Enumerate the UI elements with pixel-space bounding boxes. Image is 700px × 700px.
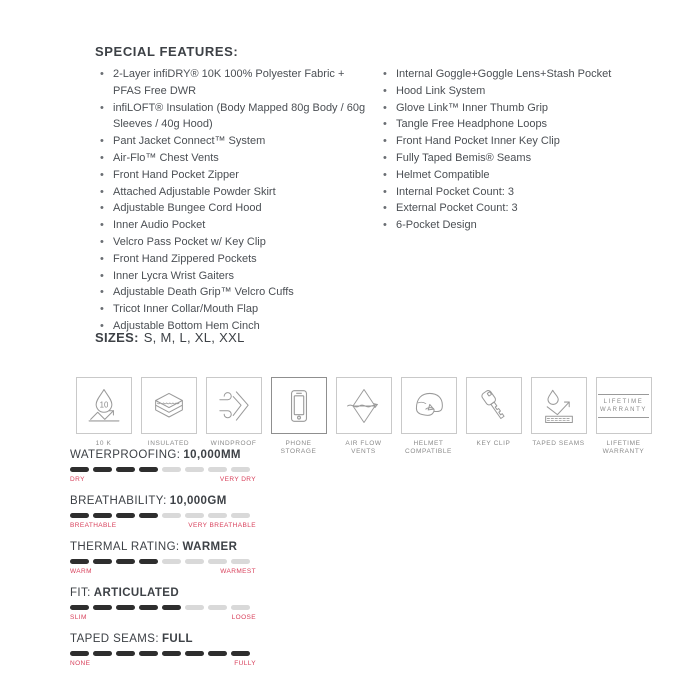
feature-item: • Internal Goggle+Goggle Lens+Stash Pocket xyxy=(382,66,672,83)
badge-10k xyxy=(75,377,132,456)
bar-segment-empty xyxy=(162,513,181,518)
lifetime-warranty-stamp xyxy=(598,394,649,418)
bar-segment-filled xyxy=(70,605,89,610)
rating-title xyxy=(70,633,256,645)
bar-segment-filled xyxy=(139,467,158,472)
bar-max-label: WARMEST xyxy=(220,568,256,575)
feature-item: • Front Hand Zippered Pockets xyxy=(99,251,371,268)
feature-badges-row xyxy=(75,377,652,456)
bar-segment-empty xyxy=(185,467,204,472)
bar-segment-empty xyxy=(231,467,250,472)
sizes-value: S, M, L, XL, XXL xyxy=(143,330,245,345)
bar-segment-filled xyxy=(231,651,250,656)
bar-segment-filled xyxy=(116,605,135,610)
rating-bar xyxy=(70,651,256,656)
rating-title xyxy=(70,495,256,507)
rating-value: 10,000MM xyxy=(183,449,241,461)
bar-segment-filled xyxy=(185,651,204,656)
bar-segment-empty xyxy=(208,559,227,564)
bar-segment-filled xyxy=(139,605,158,610)
bar-min-label: SLIM xyxy=(70,614,87,621)
feature-item: • Adjustable Bungee Cord Hood xyxy=(99,200,371,217)
bar-segment-empty xyxy=(231,513,250,518)
rating-fit xyxy=(70,587,256,621)
feature-item: • 6-Pocket Design xyxy=(382,217,672,234)
helmet-compatible-icon xyxy=(401,377,457,434)
windproof-icon xyxy=(206,377,262,434)
feature-item: • Fully Taped Bemis® Seams xyxy=(382,150,672,167)
bar-segment-filled xyxy=(70,513,89,518)
feature-item: • Velcro Pass Pocket w/ Key Clip xyxy=(99,234,371,251)
bar-min-label: NONE xyxy=(70,660,91,667)
badge-helmet-compatible xyxy=(400,377,457,456)
rating-title xyxy=(70,587,256,599)
rating-label: FIT: xyxy=(70,587,91,599)
sizes-row xyxy=(95,330,245,345)
rating-label: WATERPROOFING: xyxy=(70,449,181,461)
badge-lifetime-warranty xyxy=(595,377,652,456)
feature-item: • Inner Lycra Wrist Gaiters xyxy=(99,268,371,285)
badge-label-10k: 10 K xyxy=(95,440,112,447)
feature-item: • infiLOFT® Insulation (Body Mapped 80g Body / 60g Sleeves / 40g Hood) xyxy=(99,100,371,134)
badge-label-key-clip: KEY CLIP xyxy=(476,440,511,447)
bar-segment-filled xyxy=(162,651,181,656)
badge-insulated xyxy=(140,377,197,456)
feature-item: • Inner Audio Pocket xyxy=(99,217,371,234)
bar-max-label: VERY BREATHABLE xyxy=(188,522,256,529)
ratings-section xyxy=(70,449,256,679)
bar-segment-filled xyxy=(93,513,112,518)
phone-storage-icon xyxy=(271,377,327,434)
feature-item: • Attached Adjustable Powder Skirt xyxy=(99,184,371,201)
bar-segment-filled xyxy=(93,559,112,564)
bar-segment-empty xyxy=(208,467,227,472)
special-features-title: SPECIAL FEATURES: xyxy=(95,44,239,59)
bar-segment-filled xyxy=(116,513,135,518)
feature-item: • Tricot Inner Collar/Mouth Flap xyxy=(99,301,371,318)
rating-scale-labels xyxy=(70,614,256,621)
rating-bar xyxy=(70,559,256,564)
badge-phone-storage xyxy=(270,377,327,456)
rating-waterproofing xyxy=(70,449,256,483)
bar-min-label: WARM xyxy=(70,568,92,575)
rating-label: BREATHABILITY: xyxy=(70,495,167,507)
rating-taped-seams xyxy=(70,633,256,667)
feature-item: • Glove Link™ Inner Thumb Grip xyxy=(382,100,672,117)
badge-key-clip xyxy=(465,377,522,456)
bar-segment-empty xyxy=(162,467,181,472)
lifetime-warranty-line2: WARRANTY xyxy=(600,406,647,413)
rating-scale-labels xyxy=(70,522,256,529)
rating-title xyxy=(70,541,256,553)
rating-scale-labels xyxy=(70,476,256,483)
bar-segment-filled xyxy=(139,513,158,518)
badge-air-flow-vents xyxy=(335,377,392,456)
feature-item: • Hood Link System xyxy=(382,83,672,100)
bar-segment-filled xyxy=(70,467,89,472)
badge-label-phone-storage: PHONE STORAGE xyxy=(280,440,317,455)
feature-item: • Helmet Compatible xyxy=(382,167,672,184)
insulated-icon xyxy=(141,377,197,434)
feature-item: • Pant Jacket Connect™ System xyxy=(99,133,371,150)
taped-seams-icon xyxy=(531,377,587,434)
air-flow-vents-icon xyxy=(336,377,392,434)
bar-segment-empty xyxy=(185,559,204,564)
rating-value: WARMER xyxy=(182,541,238,553)
bar-segment-filled xyxy=(93,467,112,472)
bar-segment-filled xyxy=(116,559,135,564)
10k-icon xyxy=(76,377,132,434)
badge-label-air-flow-vents: AIR FLOW VENTS xyxy=(345,440,382,455)
rating-value: 10,000GM xyxy=(169,495,227,507)
badge-label-taped-seams: TAPED SEAMS xyxy=(532,440,585,447)
feature-item: • External Pocket Count: 3 xyxy=(382,200,672,217)
rating-label: THERMAL RATING: xyxy=(70,541,180,553)
special-features-left-list xyxy=(99,66,371,335)
badge-label-helmet-compatible: HELMET COMPATIBLE xyxy=(405,440,452,455)
rating-thermal xyxy=(70,541,256,575)
lifetime-warranty-line1: LIFETIME xyxy=(603,398,644,405)
bar-segment-empty xyxy=(208,605,227,610)
bar-segment-filled xyxy=(208,651,227,656)
feature-item: • Internal Pocket Count: 3 xyxy=(382,184,672,201)
bar-segment-filled xyxy=(70,651,89,656)
bar-segment-empty xyxy=(231,605,250,610)
bar-segment-empty xyxy=(185,605,204,610)
bar-max-label: VERY DRY xyxy=(219,476,256,483)
feature-item: • Tangle Free Headphone Loops xyxy=(382,116,672,133)
bar-min-label: DRY xyxy=(70,476,85,483)
bar-max-label: LOOSE xyxy=(231,614,256,621)
rating-value: FULL xyxy=(161,633,193,645)
rating-scale-labels xyxy=(70,660,256,667)
feature-item: • 2-Layer infiDRY® 10K 100% Polyester Fabric + PFAS Free DWR xyxy=(99,66,371,100)
rating-bar xyxy=(70,605,256,610)
bar-segment-filled xyxy=(70,559,89,564)
bar-max-label: FULLY xyxy=(234,660,256,667)
badge-label-insulated: INSULATED xyxy=(147,440,190,447)
sizes-label: SIZES: xyxy=(95,330,139,345)
badge-taped-seams xyxy=(530,377,587,456)
bar-segment-empty xyxy=(231,559,250,564)
special-features-right-list xyxy=(382,66,672,234)
bar-segment-filled xyxy=(93,651,112,656)
rating-breathability xyxy=(70,495,256,529)
feature-item: • Front Hand Pocket Zipper xyxy=(99,167,371,184)
rating-bar xyxy=(70,467,256,472)
bar-segment-filled xyxy=(116,651,135,656)
svg-text:10: 10 xyxy=(99,400,108,410)
bar-segment-filled xyxy=(162,605,181,610)
feature-item: • Adjustable Bottom Hem Cinch xyxy=(99,318,371,335)
badge-label-windproof: WINDPROOF xyxy=(210,440,257,447)
rating-scale-labels xyxy=(70,568,256,575)
bar-segment-empty xyxy=(162,559,181,564)
rating-title xyxy=(70,449,256,461)
bar-segment-empty xyxy=(208,513,227,518)
feature-item: • Adjustable Death Grip™ Velcro Cuffs xyxy=(99,284,371,301)
lifetime-warranty-icon xyxy=(596,377,652,434)
rating-value: ARTICULATED xyxy=(93,587,180,599)
bar-min-label: BREATHABLE xyxy=(70,522,117,529)
rating-label: TAPED SEAMS: xyxy=(70,633,159,645)
bar-segment-filled xyxy=(139,559,158,564)
feature-item: • Front Hand Pocket Inner Key Clip xyxy=(382,133,672,150)
rating-bar xyxy=(70,513,256,518)
bar-segment-filled xyxy=(116,467,135,472)
bar-segment-empty xyxy=(185,513,204,518)
badge-label-lifetime-warranty: LIFETIME WARRANTY xyxy=(602,440,645,455)
bar-segment-filled xyxy=(93,605,112,610)
key-clip-icon xyxy=(466,377,522,434)
feature-item: • Air-Flo™ Chest Vents xyxy=(99,150,371,167)
bar-segment-filled xyxy=(139,651,158,656)
badge-windproof xyxy=(205,377,262,456)
